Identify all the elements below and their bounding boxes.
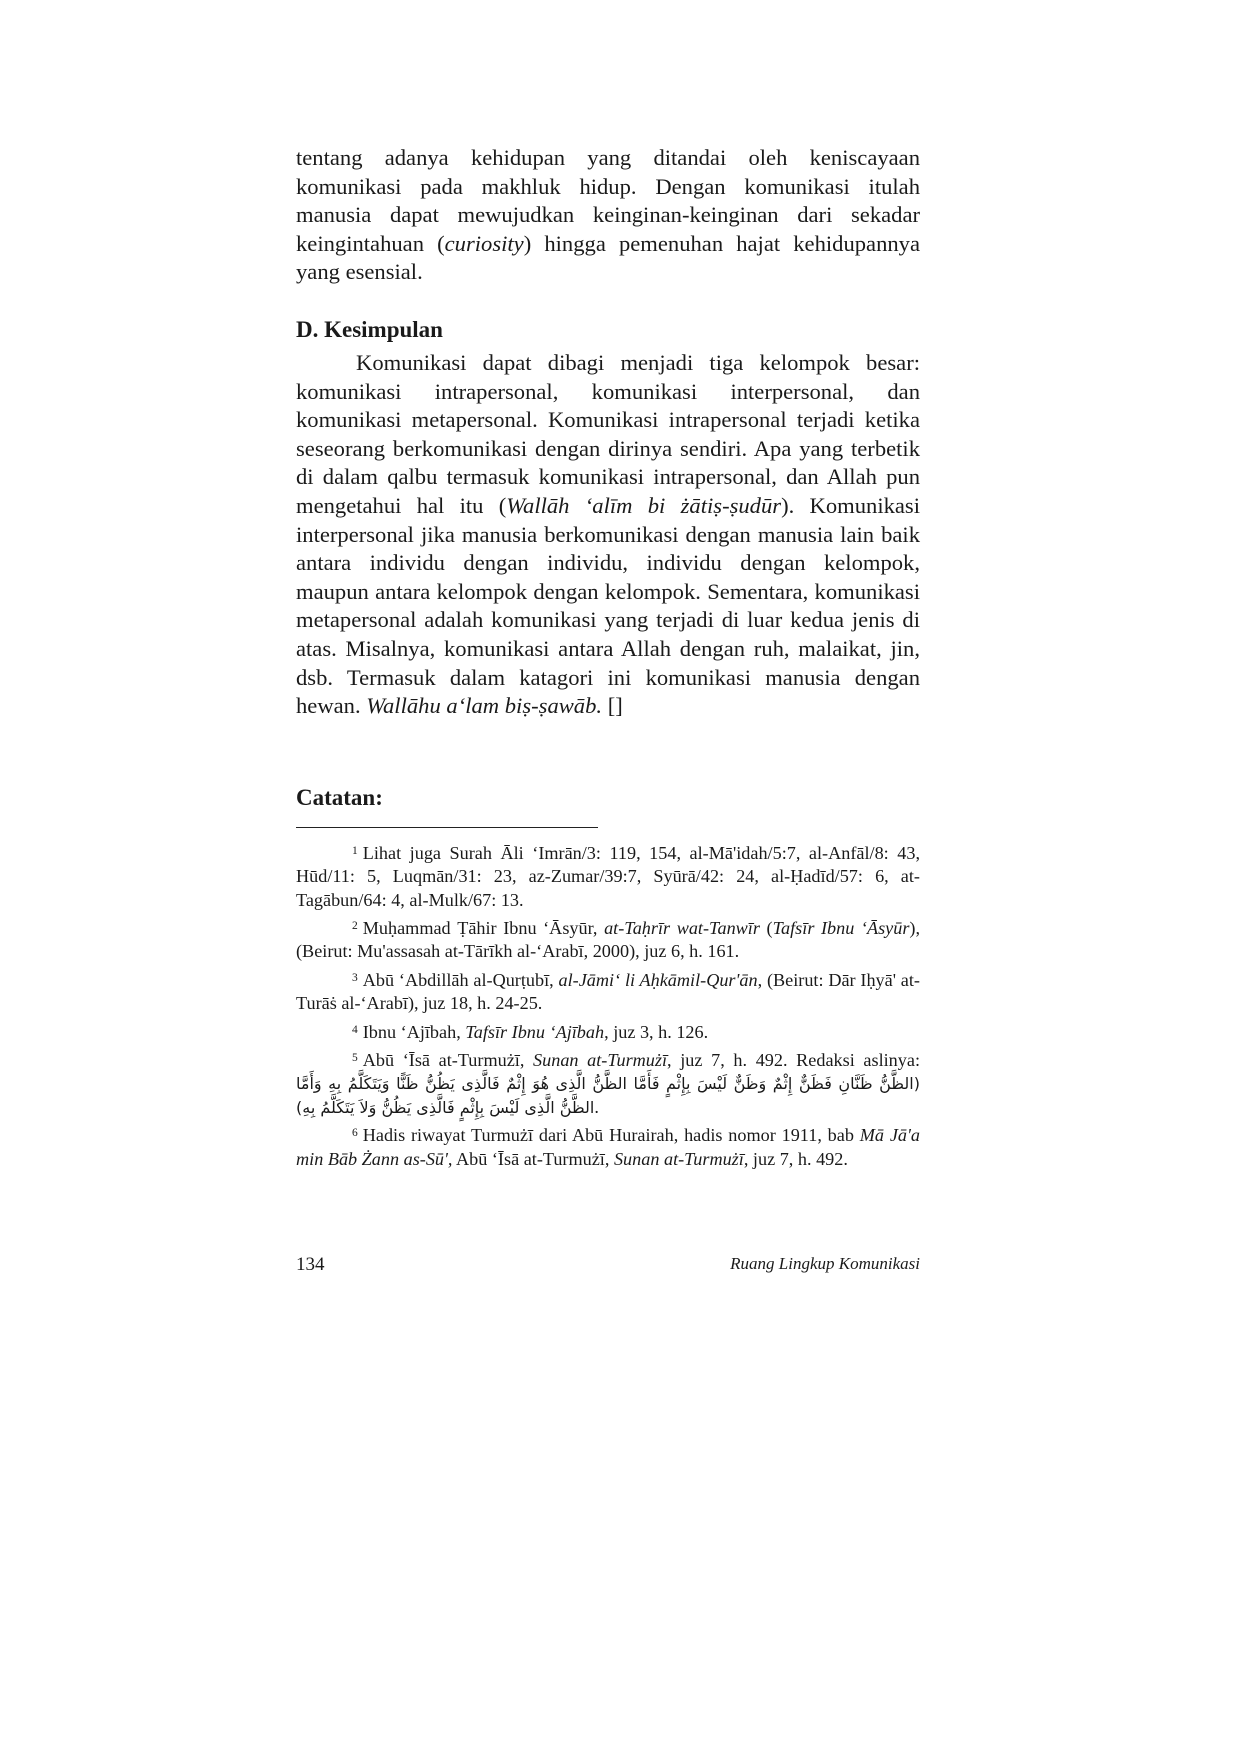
footnote-text: , juz 3, h. 126. [604, 1021, 709, 1042]
footnote-italic: al-Jāmi‘ li Aḥkāmil-Qur'ān [558, 969, 758, 990]
footnote-rule [296, 827, 598, 828]
body-italic-term: curiosity [444, 230, 524, 256]
footnote-text: Hadis riwayat Turmużī dari Abū Hurairah, hadis nomor 1911, bab [362, 1125, 860, 1146]
footnote-text: . [594, 1096, 599, 1117]
page-footer [296, 1254, 920, 1276]
footnote-2 [296, 915, 920, 964]
footnote-italic: Mā Jā'a min Bāb Żann as-Sū', [296, 1125, 920, 1169]
running-title: Ruang Lingkup Komunikasi [730, 1254, 920, 1273]
footnote-text: , juz 7, h. 492. Redaksi aslinya: [667, 1049, 920, 1070]
footnote-1 [296, 840, 920, 912]
footnote-4 [296, 1019, 920, 1044]
page-number: 134 [296, 1254, 325, 1275]
footnote-italic: at-Taḥrīr wat-Tanwīr [604, 917, 760, 938]
body-text: ) hingga pemenuhan hajat kehidupannya yang esensial. [296, 230, 920, 285]
conclusion-paragraph [296, 349, 920, 721]
footnote-number: 5 [352, 1051, 358, 1064]
footnote-text: , juz 7, h. 492. [743, 1148, 848, 1169]
footnote-number: 2 [352, 919, 358, 932]
body-italic-term: Wallāhu a‘lam biṣ-ṣawāb. [366, 693, 603, 719]
section-heading: D. Kesimpulan [296, 316, 443, 342]
arabic-quotation: (الظَّنُّ ظَنَّانِ فَظَنٌّ إِثْمٌ وَظَنٌّ لَيْسَ بِإِثْمٍ فَأَمَّا الظَّنُّ الَّذِى هُوَ إِثْمٌ فَالَّذِى يَظُنُّ ظَنًّا وَيَتَكَلَّمُ بِهِ وَأَمَّا الظَّنُّ الَّذِى لَيْسَ بِإِثْمٍ فَالَّذِى يَظُنُّ وَلاَ يَتَكَلَّمُ بِهِ) [296, 1074, 920, 1117]
footnote-italic: Tafsīr Ibnu ‘Āsyūr [772, 917, 910, 938]
footnote-italic: Tafsīr Ibnu ‘Ajībah [465, 1021, 605, 1042]
footnote-text: Muḥammad Ṭāhir Ibnu ‘Āsyūr, [362, 917, 605, 938]
footnote-5 [296, 1047, 920, 1119]
body-text: ). Komunikasi interpersonal jika manusia berkomunikasi dengan manusia lain baik antara individu dengan individu, individu dengan kelompok, maupun antara kelompok dengan kelompok. Sementara, komunikasi metapersonal adalah komunikasi yang terjadi di luar kedua jenis di atas. Misalnya, komunikasi antara Allah dengan ruh, malaikat, jin, dsb. Termasuk dalam katagori ini komunikasi manusia dengan hewan. [296, 492, 921, 719]
footnote-text: Abū ‘Īsā at-Turmużī, [362, 1049, 534, 1070]
footnote-text: ( [759, 917, 773, 938]
notes-heading: Catatan: [296, 784, 383, 810]
body-text: Komunikasi dapat dibagi menjadi tiga kelompok besar: komunikasi intrapersonal, komunikasi interpersonal, dan komunikasi metapersonal. Komunikasi intrapersonal terjadi ketika seseorang berkomunikasi dengan dirinya sendiri. Apa yang terbetik di dalam qalbu termasuk komunikasi intrapersonal, dan Allah pun mengetahui hal itu ( [296, 349, 920, 518]
footnote-number: 4 [352, 1023, 358, 1036]
footnote-6 [296, 1122, 920, 1171]
footnote-italic: Sunan at-Turmużī [613, 1148, 744, 1169]
body-italic-term: Wallāh ‘alīm bi żātiṣ-ṣudūr [506, 492, 782, 518]
footnote-text: Lihat juga Surah Āli ‘Imrān/3: 119, 154, al-Mā'idah/5:7, al-Anfāl/8: 43, Hūd/11: 5, Luqmān/31: 23, az-Zumar/39:7, Syūrā/42: 24, al-Ḥadīd/57: 6, at-Tagābun/64: 4, al-Mulk/67: 13. [296, 842, 920, 910]
footnote-number: 1 [352, 844, 358, 857]
body-text: [] [602, 693, 623, 719]
footnote-text: Ibnu ‘Ajībah, [362, 1021, 466, 1042]
footnote-text: Abū ‘Abdillāh al-Qurṭubī, [362, 969, 559, 990]
footnote-number: 6 [352, 1127, 358, 1140]
page-content [296, 144, 920, 1174]
footnote-number: 3 [352, 971, 358, 984]
body-paragraph-continuation [296, 144, 920, 287]
footnote-text: , (Beirut: Dār Iḥyā' at-Turāṡ al-‘Arabī), juz 18, h. 24-25. [296, 969, 920, 1014]
footnote-italic: Sunan at-Turmużī [533, 1049, 668, 1070]
footnote-3 [296, 967, 920, 1016]
footnote-text: Abū ‘Īsā at-Turmużī, [452, 1148, 614, 1169]
body-text: tentang adanya kehidupan yang ditandai oleh keniscayaan komunikasi pada makhluk hidup. Dengan komunikasi itulah manusia dapat mewujudkan keinginan-keinginan dari sekadar keingintahuan ( [296, 145, 920, 256]
footnote-text: ), (Beirut: Mu'assasah at-Tārīkh al-‘Arabī, 2000), juz 6, h. 161. [296, 917, 921, 962]
